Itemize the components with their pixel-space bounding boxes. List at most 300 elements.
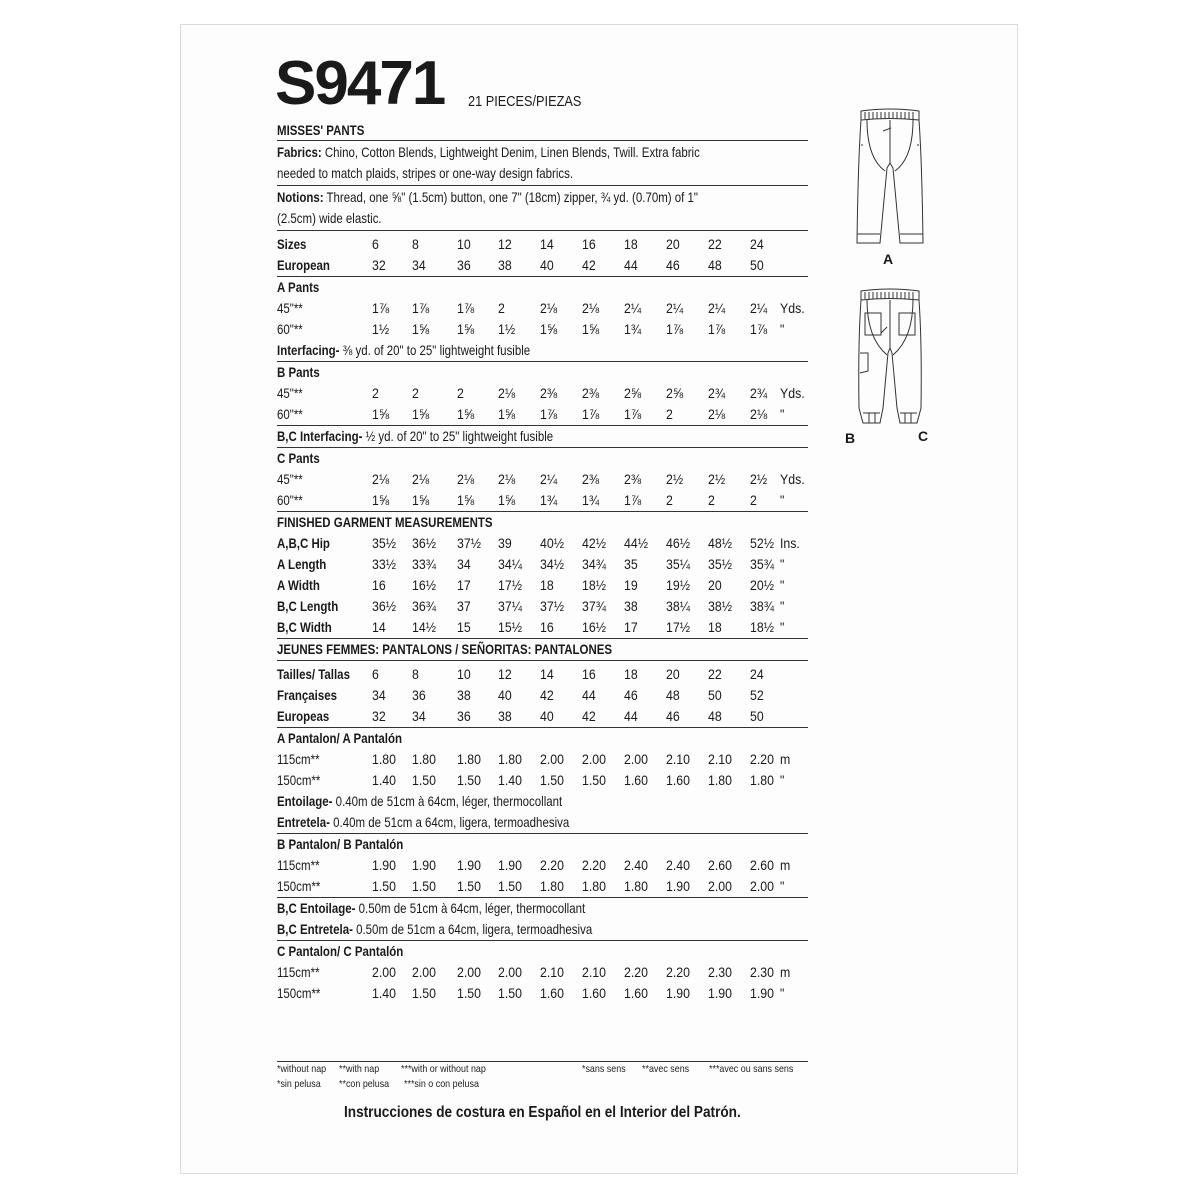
cell-value: 35¾: [750, 556, 774, 572]
row-label: Sizes: [277, 236, 307, 252]
cell-value: 1.80: [582, 878, 606, 894]
pants-bc-illustration: [855, 283, 925, 433]
cell-value: 18: [540, 577, 554, 593]
fabrics-section: Fabrics: Chino, Cotton Blends, Lightweight Denim, Linen Blends, Twill. Extra fabric needed to match plaids, stripes or one-way design fabrics.: [277, 144, 700, 181]
cell-value: 36: [457, 708, 471, 724]
cell-value: 24: [750, 236, 764, 252]
cell-value: 1⅞: [708, 321, 726, 337]
footnote: ***avec ou sans sens: [709, 1063, 794, 1075]
notions-section: Notions: Thread, one ⅝" (1.5cm) button, one 7" (18cm) zipper, ¾ yd. (0.70m) of 1" (2.5cm) wide elastic.: [277, 189, 699, 226]
cell-value: 2: [412, 385, 419, 401]
table-row: [277, 876, 808, 897]
cell-value: 2.00: [582, 751, 606, 767]
cell-value: 2.20: [540, 857, 564, 873]
table-row: [277, 596, 808, 617]
cell-value: 2.30: [708, 964, 732, 980]
row-label: European: [277, 257, 330, 273]
unit-label: Yds.: [780, 385, 805, 401]
cell-value: 14: [540, 666, 554, 682]
cell-value: 44: [624, 708, 638, 724]
cell-value: 1.90: [457, 857, 481, 873]
unit-label: ": [780, 619, 785, 635]
cell-value: 1.80: [624, 878, 648, 894]
cell-value: 2½: [666, 471, 684, 487]
cell-value: 15: [457, 619, 471, 635]
cell-value: 2.10: [666, 751, 690, 767]
cell-value: 1.80: [540, 878, 564, 894]
cell-value: 1⅝: [372, 406, 390, 422]
row-label: 150cm**: [277, 878, 321, 894]
cell-value: 1¾: [540, 492, 558, 508]
cell-value: 1⅝: [498, 492, 516, 508]
cell-value: 46: [666, 257, 680, 273]
cell-value: 2⅛: [582, 300, 600, 316]
cell-value: 38½: [708, 598, 732, 614]
cell-value: 2.20: [666, 964, 690, 980]
table-row: [277, 255, 808, 276]
interfacing-note: Entretela- 0.40m de 51cm a 64cm, ligera, termoadhesiva: [277, 814, 570, 830]
cell-value: 38: [624, 598, 638, 614]
cell-value: 18: [708, 619, 722, 635]
cell-value: 2: [372, 385, 379, 401]
cell-value: 1⅝: [540, 321, 558, 337]
cell-value: 2.00: [372, 964, 396, 980]
table-row: [277, 685, 808, 706]
cell-value: 48½: [708, 535, 732, 551]
row-label: 60"**: [277, 321, 303, 337]
cell-value: 42½: [582, 535, 606, 551]
cell-value: 2⅜: [582, 471, 600, 487]
cell-value: 33¾: [412, 556, 436, 572]
row-label: A Width: [277, 577, 320, 593]
row-label: B,C Length: [277, 598, 339, 614]
cell-value: 34: [457, 556, 471, 572]
cell-value: 20: [708, 577, 722, 593]
cell-value: 2.10: [708, 751, 732, 767]
cell-value: 52: [750, 687, 764, 703]
table-row: [277, 298, 808, 319]
view-label-c: C: [918, 428, 929, 444]
cell-value: 40: [540, 257, 554, 273]
cell-value: 2⅛: [412, 471, 430, 487]
cell-value: 39: [498, 535, 512, 551]
cell-value: 1⅝: [498, 406, 516, 422]
interfacing-note: Entoilage- 0.40m de 51cm à 64cm, léger, thermocollant: [277, 793, 563, 809]
row-label: Europeas: [277, 708, 330, 724]
cell-value: 2.20: [624, 964, 648, 980]
cell-value: 36½: [372, 598, 396, 614]
cell-value: 20: [666, 666, 680, 682]
cell-value: 12: [498, 236, 512, 252]
cell-value: 2.00: [412, 964, 436, 980]
cell-value: 2.40: [624, 857, 648, 873]
cell-value: 2.10: [582, 964, 606, 980]
cell-value: 1½: [498, 321, 516, 337]
cell-value: 2⅜: [540, 385, 558, 401]
cell-value: 1.60: [624, 985, 648, 1001]
section-heading: C Pantalon/ C Pantalón: [277, 943, 404, 959]
cell-value: 18: [624, 666, 638, 682]
cell-value: 1⅞: [540, 406, 558, 422]
unit-label: ": [780, 577, 785, 593]
cell-value: 20: [666, 236, 680, 252]
cell-value: 14: [540, 236, 554, 252]
cell-value: 38: [498, 257, 512, 273]
cell-value: 34¼: [498, 556, 522, 572]
unit-label: ": [780, 492, 785, 508]
cell-value: 2¼: [666, 300, 684, 316]
cell-value: 12: [498, 666, 512, 682]
cell-value: 2.00: [540, 751, 564, 767]
row-label: Tailles/ Tallas: [277, 666, 350, 682]
row-label: 115cm**: [277, 751, 320, 767]
cell-value: 48: [708, 257, 722, 273]
cell-value: 50: [708, 687, 722, 703]
cell-value: 2⅛: [750, 406, 768, 422]
footnote: ***sin o con pelusa: [404, 1078, 479, 1090]
cell-value: 22: [708, 236, 722, 252]
metric-yardage-table: [277, 639, 808, 1004]
cell-value: 1.50: [498, 878, 522, 894]
cell-value: 8: [412, 666, 419, 682]
row-label: 115cm**: [277, 857, 320, 873]
cell-value: 2: [498, 300, 505, 316]
spanish-instructions-note: Instrucciones de costura en Español en el Interior del Patrón.: [344, 1104, 741, 1121]
table-row: [277, 533, 808, 554]
cell-value: 18: [624, 236, 638, 252]
cell-value: 44½: [624, 535, 648, 551]
cell-value: 14: [372, 619, 386, 635]
cell-value: 24: [750, 666, 764, 682]
interfacing-note: B,C Interfacing- ½ yd. of 20" to 25" lightweight fusible: [277, 428, 554, 444]
cell-value: 2½: [750, 471, 768, 487]
cell-value: 38: [498, 708, 512, 724]
cell-value: 46: [666, 708, 680, 724]
cell-value: 1½: [372, 321, 390, 337]
cell-value: 35½: [708, 556, 732, 572]
table-row: [277, 490, 808, 511]
cell-value: 1⅞: [624, 492, 642, 508]
unit-label: ": [780, 321, 785, 337]
cell-value: 19½: [666, 577, 690, 593]
section-heading: JEUNES FEMMES: PANTALONS / SEÑORITAS: PANTALONES: [277, 641, 613, 657]
cell-value: 17½: [498, 577, 522, 593]
cell-value: 1.90: [666, 878, 690, 894]
cell-value: 2.00: [750, 878, 774, 894]
cell-value: 35¼: [666, 556, 690, 572]
cell-value: 38¾: [750, 598, 774, 614]
row-label: 60"**: [277, 406, 303, 422]
footnote: *sin pelusa: [277, 1078, 321, 1090]
cell-value: 1⅝: [457, 492, 475, 508]
cell-value: 2.10: [540, 964, 564, 980]
cell-value: 40: [540, 708, 554, 724]
cell-value: 36: [412, 687, 426, 703]
interfacing-note: B,C Entoilage- 0.50m de 51cm à 64cm, léger, thermocollant: [277, 900, 586, 916]
cell-value: 1⅝: [412, 492, 430, 508]
table-row: [277, 770, 808, 791]
cell-value: 2.30: [750, 964, 774, 980]
cell-value: 2½: [708, 471, 726, 487]
cell-value: 2¼: [750, 300, 768, 316]
row-label: 45"**: [277, 300, 303, 316]
interfacing-note: B,C Entretela- 0.50m de 51cm a 64cm, ligera, termoadhesiva: [277, 921, 593, 937]
cell-value: 48: [666, 687, 680, 703]
cell-value: 1.50: [540, 772, 564, 788]
cell-value: 6: [372, 666, 379, 682]
cell-value: 2⅜: [624, 471, 642, 487]
cell-value: 1.80: [412, 751, 436, 767]
cell-value: 1.90: [498, 857, 522, 873]
section-heading: FINISHED GARMENT MEASUREMENTS: [277, 514, 493, 530]
section-heading: B Pantalon/ B Pantalón: [277, 836, 404, 852]
section-heading: C Pants: [277, 450, 320, 466]
cell-value: 2⅛: [457, 471, 475, 487]
cell-value: 2¼: [540, 471, 558, 487]
cell-value: 37: [457, 598, 471, 614]
cell-value: 32: [372, 708, 386, 724]
row-label: B,C Width: [277, 619, 332, 635]
cell-value: 2.20: [750, 751, 774, 767]
garment-title: MISSES' PANTS: [277, 122, 365, 138]
cell-value: 16: [540, 619, 554, 635]
section-heading: A Pants: [277, 279, 320, 295]
cell-value: 2⅝: [624, 385, 642, 401]
cell-value: 1⅝: [457, 321, 475, 337]
pattern-info-content: [275, 49, 808, 1004]
footnote: **avec sens: [642, 1063, 690, 1075]
unit-label: Yds.: [780, 471, 805, 487]
header: [275, 49, 808, 118]
cell-value: 1.40: [372, 772, 396, 788]
cell-value: 2: [708, 492, 715, 508]
cell-value: 1⅞: [372, 300, 390, 316]
cell-value: 42: [540, 687, 554, 703]
table-row: [277, 404, 808, 425]
cell-value: 1.50: [412, 985, 436, 1001]
row-label: 60"**: [277, 492, 303, 508]
row-label: 115cm**: [277, 964, 320, 980]
cell-value: 50: [750, 257, 764, 273]
unit-label: ": [780, 556, 785, 572]
cell-value: 1⅞: [582, 406, 600, 422]
cell-value: 1⅝: [412, 321, 430, 337]
unit-label: m: [780, 751, 791, 767]
cell-value: 18½: [750, 619, 774, 635]
cell-value: 1⅝: [582, 321, 600, 337]
cell-value: 2¾: [708, 385, 726, 401]
cell-value: 19: [624, 577, 638, 593]
cell-value: 32: [372, 257, 386, 273]
unit-label: m: [780, 857, 791, 873]
table-row: [277, 469, 808, 490]
cell-value: 6: [372, 236, 379, 252]
cell-value: 37¾: [582, 598, 606, 614]
unit-label: ": [780, 406, 785, 422]
cell-value: 38¼: [666, 598, 690, 614]
cell-value: 1⅞: [412, 300, 430, 316]
cell-value: 40: [498, 687, 512, 703]
cell-value: 1.90: [708, 985, 732, 1001]
table-row: [277, 983, 808, 1004]
view-label-b: B: [845, 430, 856, 446]
cell-value: 1.60: [582, 985, 606, 1001]
cell-value: 1.90: [372, 857, 396, 873]
cell-value: 1.80: [457, 751, 481, 767]
cell-value: 1¾: [624, 321, 642, 337]
cell-value: 52½: [750, 535, 774, 551]
cell-value: 1.40: [372, 985, 396, 1001]
cell-value: 42: [582, 257, 596, 273]
cell-value: 2⅜: [582, 385, 600, 401]
cell-value: 34: [412, 708, 426, 724]
cell-value: 1.50: [372, 878, 396, 894]
cell-value: 35: [624, 556, 638, 572]
cell-value: 1.60: [540, 985, 564, 1001]
cell-value: 1⅞: [457, 300, 475, 316]
cell-value: 2.00: [708, 878, 732, 894]
cell-value: 1⅞: [666, 321, 684, 337]
cell-value: 44: [624, 257, 638, 273]
cell-value: 36¾: [412, 598, 436, 614]
cell-value: 16½: [582, 619, 606, 635]
footnote: *sans sens: [582, 1063, 626, 1075]
cell-value: 1.90: [666, 985, 690, 1001]
interfacing-note: Interfacing- ⅜ yd. of 20" to 25" lightweight fusible: [277, 342, 531, 358]
row-label: 150cm**: [277, 985, 321, 1001]
table-row: [277, 383, 808, 404]
cell-value: 2⅛: [498, 471, 516, 487]
table-row: [277, 855, 808, 876]
view-label-a: A: [883, 251, 894, 267]
cell-value: 16½: [412, 577, 436, 593]
cell-value: 22: [708, 666, 722, 682]
cell-value: 37¼: [498, 598, 522, 614]
cell-value: 2.40: [666, 857, 690, 873]
cell-value: 16: [582, 236, 596, 252]
cell-value: 2⅛: [708, 406, 726, 422]
cell-value: 1.50: [498, 985, 522, 1001]
unit-label: ": [780, 598, 785, 614]
cell-value: 1.80: [708, 772, 732, 788]
pattern-number: S9471: [275, 49, 445, 118]
row-label: 150cm**: [277, 772, 321, 788]
cell-value: 10: [457, 666, 471, 682]
row-label: 45"**: [277, 471, 303, 487]
footnotes: [277, 1061, 808, 1092]
cell-value: 1.80: [750, 772, 774, 788]
table-row: [277, 234, 808, 255]
table-row: [277, 664, 808, 685]
cell-value: 34: [412, 257, 426, 273]
row-label: 45"**: [277, 385, 303, 401]
footnote: **with nap: [339, 1063, 380, 1075]
row-label: A,B,C Hip: [277, 535, 330, 551]
cell-value: 2⅝: [666, 385, 684, 401]
unit-label: ": [780, 878, 785, 894]
cell-value: 2: [457, 385, 464, 401]
cell-value: 37½: [457, 535, 481, 551]
cell-value: 20½: [750, 577, 774, 593]
cell-value: 1.80: [372, 751, 396, 767]
table-row: [277, 749, 808, 770]
cell-value: 1.50: [412, 878, 436, 894]
cell-value: 46: [624, 687, 638, 703]
cell-value: 17: [457, 577, 471, 593]
cell-value: 37½: [540, 598, 564, 614]
cell-value: 17: [624, 619, 638, 635]
cell-value: 2: [666, 492, 673, 508]
table-row: [277, 554, 808, 575]
table-row: [277, 706, 808, 727]
cell-value: 1⅞: [624, 406, 642, 422]
cell-value: 40½: [540, 535, 564, 551]
cell-value: 1⅞: [750, 321, 768, 337]
cell-value: 1⅝: [372, 492, 390, 508]
cell-value: 36: [457, 257, 471, 273]
row-label: A Length: [277, 556, 327, 572]
unit-label: Yds.: [780, 300, 805, 316]
cell-value: 1¾: [582, 492, 600, 508]
cell-value: 2: [666, 406, 673, 422]
pieces-count: 21 PIECES/PIEZAS: [468, 93, 582, 110]
cell-value: 1.90: [412, 857, 436, 873]
pants-a-illustration: [855, 103, 925, 253]
table-row: [277, 319, 808, 340]
section-heading: B Pants: [277, 364, 320, 380]
row-label: Françaises: [277, 687, 338, 703]
section-heading: A Pantalon/ A Pantalón: [277, 730, 403, 746]
unit-label: Ins.: [780, 535, 800, 551]
footnote: **con pelusa: [339, 1078, 390, 1090]
cell-value: 1.50: [457, 772, 481, 788]
cell-value: 2: [750, 492, 757, 508]
cell-value: 33½: [372, 556, 396, 572]
cell-value: 17½: [666, 619, 690, 635]
cell-value: 8: [412, 236, 419, 252]
cell-value: 1.60: [624, 772, 648, 788]
cell-value: 2.00: [457, 964, 481, 980]
cell-value: 1⅝: [412, 406, 430, 422]
cell-value: 2⅛: [498, 385, 516, 401]
cell-value: 2.60: [708, 857, 732, 873]
cell-value: 1.50: [457, 878, 481, 894]
footnote: *without nap: [277, 1063, 327, 1075]
cell-value: 1.90: [750, 985, 774, 1001]
cell-value: 16: [372, 577, 386, 593]
cell-value: 15½: [498, 619, 522, 635]
cell-value: 2¼: [708, 300, 726, 316]
footnote: ***with or without nap: [401, 1063, 486, 1075]
table-row: [277, 617, 808, 638]
cell-value: 42: [582, 708, 596, 724]
english-yardage-table: [277, 231, 808, 639]
cell-value: 10: [457, 236, 471, 252]
cell-value: 2.60: [750, 857, 774, 873]
unit-label: ": [780, 772, 785, 788]
cell-value: 38: [457, 687, 471, 703]
cell-value: 35½: [372, 535, 396, 551]
cell-value: 2.00: [498, 964, 522, 980]
cell-value: 2.20: [582, 857, 606, 873]
cell-value: 50: [750, 708, 764, 724]
unit-label: ": [780, 985, 785, 1001]
table-row: [277, 575, 808, 596]
cell-value: 1⅝: [457, 406, 475, 422]
cell-value: 44: [582, 687, 596, 703]
cell-value: 1.60: [666, 772, 690, 788]
cell-value: 34: [372, 687, 386, 703]
